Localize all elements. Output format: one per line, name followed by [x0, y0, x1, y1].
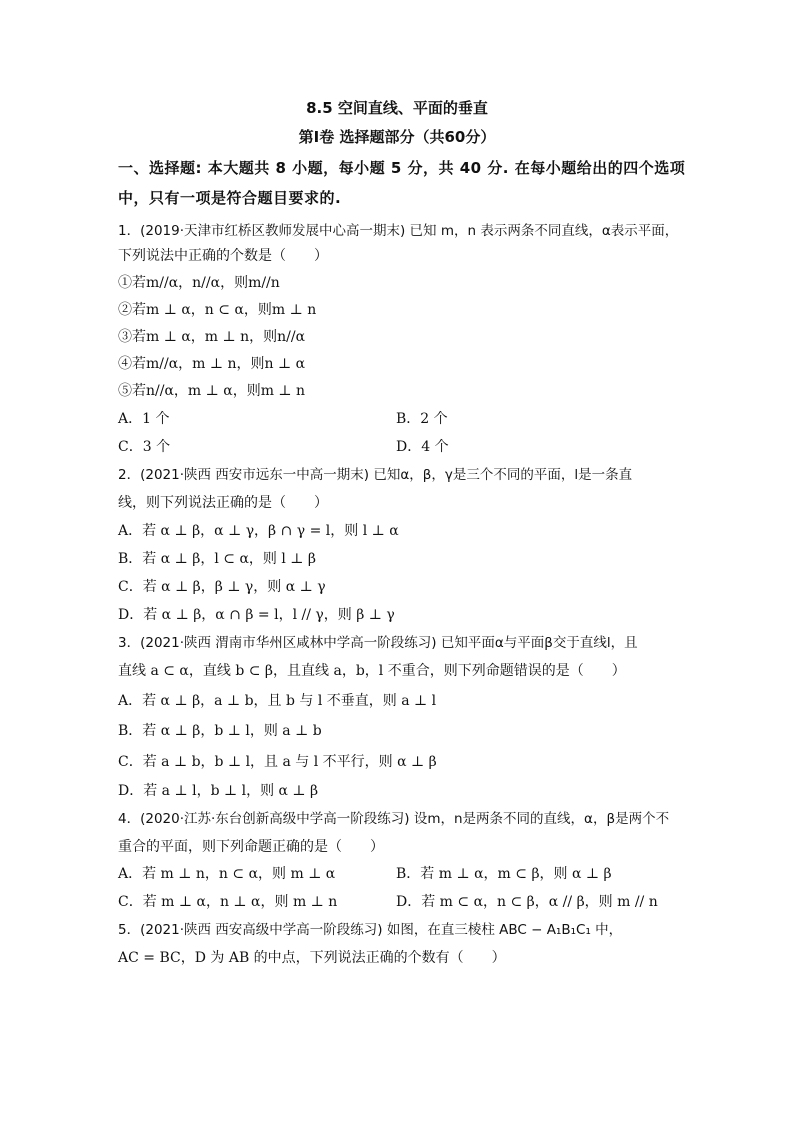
q3-option-d: D．若 a ⊥ l，b ⊥ l，则 α ⊥ β	[118, 783, 319, 799]
q1-statement-5: ⑤若n//α，m ⊥ α，则m ⊥ n	[118, 383, 306, 399]
q1-stem-line1: 1．(2019·天津市红桥区教师发展中心高一期末) 已知 m，n 表示两条不同直线，α表示平面，	[118, 223, 679, 239]
q1-statement-4: ④若m//α，m ⊥ n，则n ⊥ α	[118, 356, 306, 372]
q4-option-a: A．若 m ⊥ n，n ⊂ α，则 m ⊥ α	[118, 866, 336, 882]
q2-stem-line1: 2．(2021·陕西 西安市远东一中高一期末) 已知α，β，γ是三个不同的平面，l是一条直	[118, 467, 633, 483]
section-heading-line2: 中，只有一项是符合题目要求的.	[118, 189, 342, 207]
q1-option-c: C．3 个	[118, 439, 171, 455]
q1-option-a: A．1 个	[118, 411, 170, 427]
q4-option-b: B．若 m ⊥ α，m ⊂ β，则 α ⊥ β	[396, 866, 612, 882]
q1-statement-1: ①若m//α，n//α，则m//n	[118, 275, 280, 291]
q1-option-d: D．4 个	[396, 439, 449, 455]
section-heading-line1: 一、选择题: 本大题共 8 小题，每小题 5 分，共 40 分. 在每小题给出的四个选项	[118, 159, 686, 177]
q2-option-a: A．若 α ⊥ β，α ⊥ γ，β ∩ γ = l，则 l ⊥ α	[118, 523, 399, 539]
q2-option-b: B．若 α ⊥ β，l ⊂ α，则 l ⊥ β	[118, 551, 317, 567]
q3-option-b: B．若 α ⊥ β，b ⊥ l，则 a ⊥ b	[118, 723, 322, 739]
q3-option-a: A．若 α ⊥ β，a ⊥ b，且 b 与 l 不垂直，则 a ⊥ l	[118, 693, 437, 709]
q1-statement-3: ③若m ⊥ α，m ⊥ n，则n//α	[118, 329, 306, 345]
q1-stem-line2: 下列说法中正确的个数是（ ）	[118, 248, 328, 264]
doc-title: 8.5 空间直线、平面的垂直	[306, 99, 488, 117]
q1-option-b: B．2 个	[396, 411, 448, 427]
q3-stem-line2: 直线 a ⊂ α，直线 b ⊂ β，且直线 a，b，l 不重合，则下列命题错误的是（ ）	[118, 663, 626, 679]
q3-stem-line1: 3．(2021·陕西 渭南市华州区咸林中学高一阶段练习) 已知平面α与平面β交于直线l，且	[118, 635, 638, 651]
q4-option-d: D．若 m ⊂ α，n ⊂ β，α // β，则 m // n	[396, 894, 658, 910]
q5-stem-line2: AC = BC，D 为 AB 的中点，下列说法正确的个数有（ ）	[118, 950, 506, 966]
q2-option-c: C．若 α ⊥ β，β ⊥ γ，则 α ⊥ γ	[118, 579, 326, 595]
q3-option-c: C．若 a ⊥ b，b ⊥ l，且 a 与 l 不平行，则 α ⊥ β	[118, 754, 437, 770]
doc-subtitle: 第Ⅰ卷 选择题部分（共60分）	[298, 128, 496, 146]
q1-statement-2: ②若m ⊥ α，n ⊂ α，则m ⊥ n	[118, 302, 317, 318]
q5-stem-line1: 5．(2021·陕西 西安高级中学高一阶段练习) 如图，在直三棱柱 ABC − A₁B₁C₁ 中，	[118, 922, 623, 938]
q4-stem-line1: 4．(2020·江苏·东台创新高级中学高一阶段练习) 设m，n是两条不同的直线，α，β是两个不	[118, 811, 670, 827]
q4-option-c: C．若 m ⊥ α，n ⊥ α，则 m ⊥ n	[118, 894, 338, 910]
q4-stem-line2: 重合的平面，则下列命题正确的是（ ）	[118, 839, 384, 855]
q2-stem-line2: 线，则下列说法正确的是（ ）	[118, 495, 328, 511]
q2-option-d: D．若 α ⊥ β，α ∩ β = l，l // γ，则 β ⊥ γ	[118, 607, 395, 623]
